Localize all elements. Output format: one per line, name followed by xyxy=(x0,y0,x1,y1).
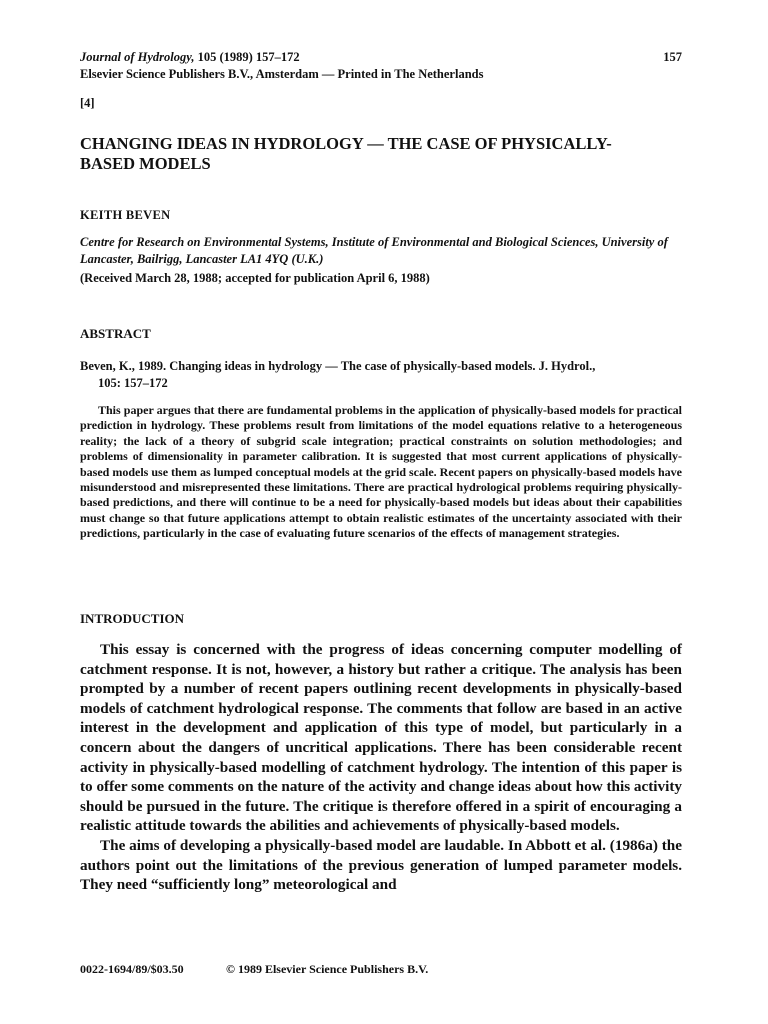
introduction-heading: INTRODUCTION xyxy=(80,611,185,626)
abstract-body: This paper argues that there are fundamental problems in the application of physically-based models for practical prediction in hydrology. These problems result from limitations of the model equations relative to a heterogeneous reality; the lack of a theory of subgrid scale integration; practical constraints on solution methodologies; and problems of dimensionality in parameter calibration. It is suggested that most current applications of physically-based models use them as lumped conceptual models at the grid scale. Recent papers on physically-based models have misunderstood and misrepresented these limitations. There are practical hydrological problems requiring physically-based predictions, and there will continue to be a need for physically-based models but ideas about their capabilities must change so that future applications attempt to obtain realistic estimates of the uncertainty associated with their predictions, particularly in the case of evaluating future scenarios of the effects of management strategies. xyxy=(80,403,683,541)
abstract-heading: ABSTRACT xyxy=(80,326,151,341)
author-name: KEITH BEVEN xyxy=(80,208,171,222)
copyright-notice: © 1989 Elsevier Science Publishers B.V. xyxy=(226,962,429,976)
journal-citation-header xyxy=(80,50,300,65)
citation-line-2: 105: 157–172 xyxy=(98,376,168,390)
intro-paragraph-2: The aims of developing a physically-based model are laudable. In Abbott et al. (1986a) the authors point out the limitations of the previous generation of lumped parameter models. They need “sufficiently long” meteorological and xyxy=(80,836,682,894)
abstract-citation xyxy=(80,358,682,392)
reference-number: [4] xyxy=(80,96,95,110)
author-affiliation: Centre for Research on Environmental Systems, Institute of Environmental and Biological Sciences, University of Lancaster, Bailrigg, Lancaster LA1 4YQ (U.K.) xyxy=(80,235,668,266)
journal-name: Journal of Hydrology, xyxy=(80,50,195,64)
article-title: CHANGING IDEAS IN HYDROLOGY — THE CASE OF PHYSICALLY-BASED MODELS xyxy=(80,134,612,173)
citation-line-1: Beven, K., 1989. Changing ideas in hydrology — The case of physically-based models. J. Hydrol., xyxy=(80,359,596,373)
introduction-body xyxy=(80,640,682,895)
intro-paragraph-1: This essay is concerned with the progress of ideas concerning computer modelling of catchment response. It is not, however, a history but rather a critique. The analysis has been prompted by a number of recent papers outlining recent developments in physically-based models of catchment hydrological response. The comments that follow are based in an active interest in the development and application of this type of model, but particularly in a concern about the dangers of uncritical applications. There has been considerable recent activity in physically-based modelling of catchment hydrology. The intention of this paper is to offer some comments on the nature of the activity and change ideas about how this activity should be pursued in the future. The critique is therefore offered in a spirit of encouraging a realistic attitude towards the abilities and achievements of physically-based models. xyxy=(80,641,682,835)
publisher-line: Elsevier Science Publishers B.V., Amsterdam — Printed in The Netherlands xyxy=(80,67,484,81)
issn-code: 0022-1694/89/$03.50 xyxy=(80,962,184,976)
journal-volume-pages: 105 (1989) 157–172 xyxy=(194,50,300,64)
page-number: 157 xyxy=(663,50,682,64)
page-footer xyxy=(80,962,682,977)
received-dates: (Received March 28, 1988; accepted for publication April 6, 1988) xyxy=(80,271,430,285)
